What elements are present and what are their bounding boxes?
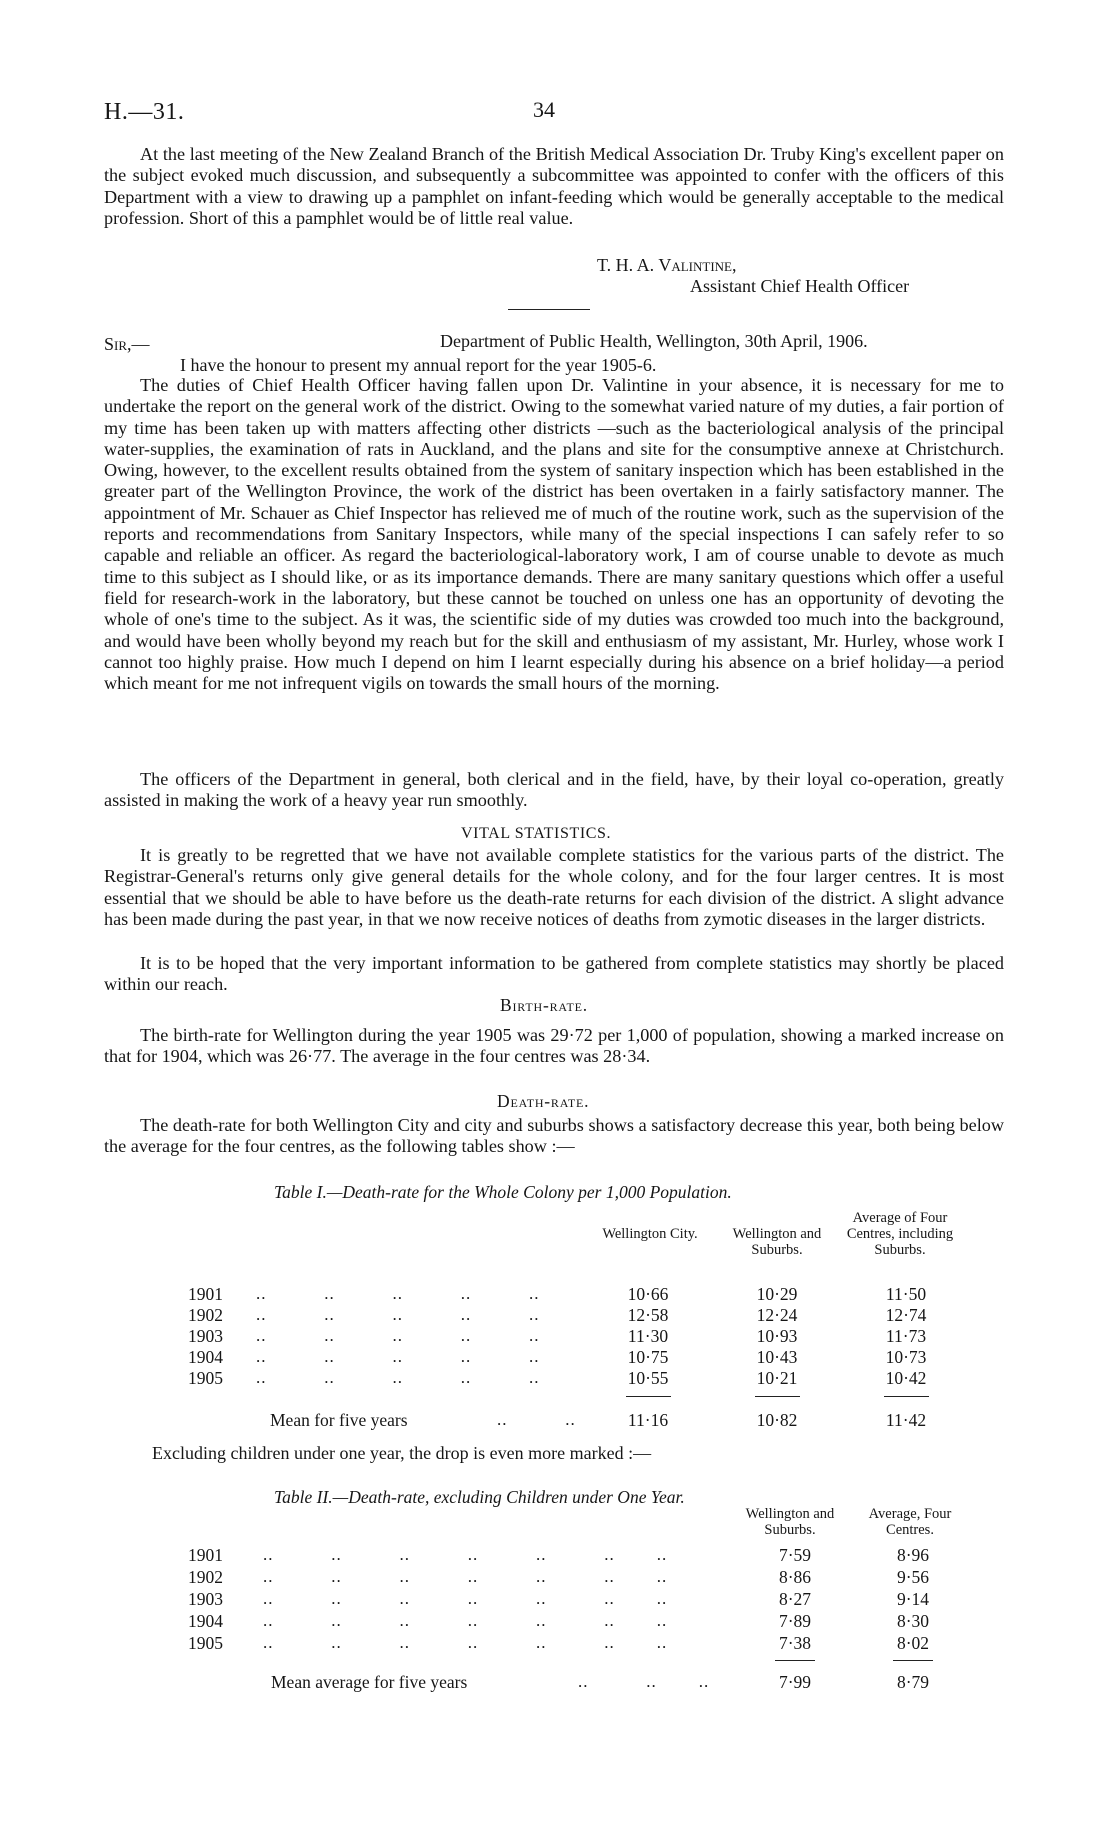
table-row-year: 1904: [188, 1347, 223, 1367]
table-cell: 10·43: [756, 1347, 798, 1367]
section-divider: [508, 309, 590, 310]
between-tables-text: Excluding children under one year, the drop is even more marked :—: [152, 1443, 652, 1463]
table-1-caption: Table I.—Death-rate for the Whole Colony per 1,000 Population.: [274, 1182, 732, 1202]
table-cell: 11·50: [885, 1284, 927, 1304]
officers-paragraph: The officers of the Department in general, both clerical and in the field, have, by their loyal co-operation, greatly assisted in making the work of a heavy year run smoothly.: [104, 769, 1004, 811]
table-1-col-header: Wellington City.: [602, 1226, 698, 1242]
birth-rate-heading: Birth-rate.: [500, 995, 588, 1015]
report-paragraph: The duties of Chief Health Officer having fallen upon Dr. Valintine in your absence, it is necessary for me to undertake the report on the general work of the district. Owing to the somewhat varied nature of my duties, a fair portion of my time has been taken up with matters affecting other districts —such as the bacteriological analysis of the principal water-supplies, the examination of rats in Auckland, and the plans and site for the consumptive annexe at Christchurch. Owing, however, to the excellent results obtained from the system of sanitary inspection which has been established in the greater part of the Wellington Province, the work of the district has been overtaken in a fairly satisfactory manner. The appointment of Mr. Schauer as Chief Inspector has relieved me of much of the routine work, such as the supervision of the reports and recommendations from Sanitary Inspectors, while many of the special inspections I can safely refer to so capable and reliable an officer. As regard the bacteriological-laboratory work, I am of course unable to devote as much time to this subject as I should like, or as its importance demands. There are many sanitary questions which offer a useful field for research-work in the laboratory, but these cannot be touched on unless one has an opportunity of devoting the whole of one's time to the subject. As it was, the scientific side of my duties was crowded too much into the background, and would have been wholly beyond my reach but for the skill and enthusiasm of my assistant, Mr. Hurley, whose work I cannot too highly praise. How much I depend on him I learnt especially during his absence on a brief holiday—a period which meant for me not infrequent vigils on towards the small hours of the morning.: [104, 375, 1004, 694]
table-cell: 8·30: [896, 1611, 930, 1631]
table-cell: 8·96: [896, 1545, 930, 1565]
signature-name: T. H. A. Valintine,: [597, 255, 737, 275]
signature-title: Assistant Chief Health Officer: [690, 276, 910, 296]
table-cell: 10·55: [627, 1368, 669, 1388]
intro-paragraph: At the last meeting of the New Zealand Branch of the British Medical Association Dr. Truby King's excellent paper on the subject evoked much discussion, and subsequently a subcommittee was appointed to confer with the officers of this Department with a view to drawing up a pamphlet on infant-feeding which would be generally acceptable to the medical profession. Short of this a pamphlet would be of little real value.: [104, 144, 1004, 228]
table-cell: 10·82: [756, 1410, 798, 1430]
table-cell: 7·99: [778, 1672, 812, 1692]
table-cell: 8·86: [778, 1567, 812, 1587]
sum-rule: [893, 1660, 933, 1661]
table-cell: 9·56: [896, 1567, 930, 1587]
dateline: Department of Public Health, Wellington, 30th April, 1906.: [440, 331, 868, 351]
table-cell: 10·42: [885, 1368, 927, 1388]
mean-label: Mean for five years: [270, 1410, 408, 1430]
sum-rule: [884, 1396, 929, 1397]
table-1-col-header: Average of Four Centres, including Suburbs.: [846, 1210, 954, 1258]
table-1-col-header: Wellington and Suburbs.: [732, 1226, 822, 1258]
table-row-year: 1903: [188, 1326, 223, 1346]
table-cell: 7·89: [778, 1611, 812, 1631]
table-row-year: 1901: [188, 1545, 223, 1565]
table-row-year: 1904: [188, 1611, 223, 1631]
table-cell: 10·21: [756, 1368, 798, 1388]
table-cell: 12·58: [627, 1305, 669, 1325]
table-2-col-header: Average, Four Centres.: [868, 1506, 952, 1538]
table-cell: 11·16: [627, 1410, 669, 1430]
sum-rule: [775, 1660, 815, 1661]
table-cell: 10·75: [627, 1347, 669, 1367]
table-cell: 10·73: [885, 1347, 927, 1367]
table-cell: 10·66: [627, 1284, 669, 1304]
table-cell: 12·24: [756, 1305, 798, 1325]
table-2-col-header: Wellington and Suburbs.: [745, 1506, 835, 1538]
table-row-year: 1902: [188, 1567, 223, 1587]
vital-statistics-paragraph-2: It is to be hoped that the very important information to be gathered from complete statistics may shortly be placed within our reach.: [104, 953, 1004, 995]
opening-line: I have the honour to present my annual report for the year 1905-6.: [180, 355, 657, 375]
vital-statistics-heading: VITAL STATISTICS.: [461, 825, 612, 842]
table-row-year: 1901: [188, 1284, 223, 1304]
table-cell: 9·14: [896, 1589, 930, 1609]
sum-rule: [626, 1396, 671, 1397]
table-cell: 11·42: [885, 1410, 927, 1430]
table-cell: 11·73: [885, 1326, 927, 1346]
death-rate-heading: Death-rate.: [497, 1091, 590, 1111]
document-reference: H.—31.: [104, 99, 185, 125]
table-cell: 10·93: [756, 1326, 798, 1346]
table-2-caption: Table II.—Death-rate, excluding Children under One Year.: [274, 1487, 685, 1507]
death-rate-paragraph: The death-rate for both Wellington City and city and suburbs shows a satisfactory decrease this year, both being below the average for the four centres, as the following tables show :—: [104, 1115, 1004, 1157]
table-cell: 11·30: [627, 1326, 669, 1346]
table-cell: 8·27: [778, 1589, 812, 1609]
salutation: Sir,—: [104, 334, 150, 354]
sum-rule: [755, 1396, 800, 1397]
table-cell: 7·38: [778, 1633, 812, 1653]
table-cell: 8·79: [896, 1672, 930, 1692]
table-row-year: 1905: [188, 1368, 223, 1388]
table-cell: 12·74: [885, 1305, 927, 1325]
birth-rate-paragraph: The birth-rate for Wellington during the year 1905 was 29·72 per 1,000 of population, showing a marked increase on that for 1904, which was 26·77. The average in the four centres was 28·34.: [104, 1025, 1004, 1067]
table-row-year: 1902: [188, 1305, 223, 1325]
table-row-year: 1903: [188, 1589, 223, 1609]
vital-statistics-paragraph: It is greatly to be regretted that we have not available complete statistics for the various parts of the district. The Registrar-General's returns only give general details for the whole colony, and for the four larger centres. It is most essential that we should be able to have before us the death-rate returns for each division of the district. A slight advance has been made during the past year, in that we now receive notices of deaths from zymotic diseases in the larger districts.: [104, 845, 1004, 929]
mean-label: Mean average for five years: [271, 1672, 468, 1692]
table-cell: 8·02: [896, 1633, 930, 1653]
table-cell: 10·29: [756, 1284, 798, 1304]
page-number: 34: [533, 97, 555, 122]
table-cell: 7·59: [778, 1545, 812, 1565]
document-page: H.—31. 34 At the last meeting of the New Zealand Branch of the British Medical Association Dr. Truby King's excellent paper on the subject evoked much discussion, and subsequently a subcommittee was appointed to confer with the officers of this Department with a view to drawing up a pamphlet on infant-feeding which would be generally acceptable to the medical profession. Short of this a pamphlet would be of little real value. T. H. A. Valintine, Assistant Chief Health Officer Sir,— Department of Public Health, Wellington, 30th April, 1906. I have the honour to present my annual report for the year 1905-6. The duties of Chief Health Officer having fallen upon Dr. Valintine in your absence, it is necessary for me to undertake the report on the general work of the district. Owing to the somewhat varied nature of my duties, a fair portion of my time has been taken up with matters affecting other districts —such as the bacteriological analysis of the principal water-supplies, the examination of rats in Auckland, and the plans and site for the consumptive annexe at Christchurch. Owing, however, to the excellent results obtained from the system of sanitary inspection which has been established in the greater part of the Wellington Province, the work of the district has been overtaken in a fairly satisfactory manner. The appointment of Mr. Schauer as Chief Inspector has relieved me of much of the routine work, such as the supervision of the reports and recommendations from Sanitary Inspectors, while many of the special inspections I can safely refer to so capable and reliable an officer. As regard the bacteriological-laboratory work, I am of course unable to devote as much time to this subject as I should like, or as its importance demands. There are many sanitary questions which offer a useful field for research-work in the laboratory, but these cannot be touched on unless one has an opportunity of devoting the whole of one's time to the subject. As it was, the scientific side of my duties was crowded too much into the background, and would have been wholly beyond my reach but for the skill and enthusiasm of my assistant, Mr. Hurley, whose work I cannot too highly praise. How much I depend on him I learnt especially during his absence on a brief holiday—a period which meant for me not infrequent vigils on towards the small hours of the morning. The officers of the Department in general, both clerical and in the field, have, by their loyal co-operation, greatly assisted in making the work of a heavy year run smoothly. VITAL STATISTICS. It is greatly to be regretted that we have not available complete statistics for the various parts of the district. The Registrar-General's returns only give general details for the whole colony, and for the four larger centres. It is most essential that we should be able to have before us the death-rate returns for each division of the district. A slight advance has been made during the past year, in that we now receive notices of deaths from zymotic diseases in the larger districts. It is to be hoped that the very important information to be gathered from complete statistics may shortly be placed within our reach. Birth-rate. The birth-rate for Wellington during the year 1905 was 29·72 per 1,000 of population, showing a marked increase on that for 1904, which was 26·77. The average in the four centres was 28·34. Death-rate. The death-rate for both Wellington City and city and suburbs shows a satisfactory decrease this year, both being below the average for the four centres, as the following tables show :— Table I.—Death-rate for the Whole Colony per 1,000 Population. Wellington City. Wellington and Suburbs. Average of Four Centres, including Suburbs. 1901 .. .. .. .. .. 10·66 10·29 11·50 1902 .. .. .. .. .. 12·58 12·24 12·74 1903 .. .. .. .. .. 11·30 10·93 11·73 1904 .. .. .. .. .. 10·75 10·43 10·73 1905 .. .. .. .. .. 10·55 10·21 10·42 Mean for five years .. .. 11·16 10·82 11·42 Excluding children under one year, the drop is even more marked :— Table II.—Death-rate, excluding Children under One Year. Wellington and Suburbs. Average, Four Centres. 1901 .. .. .. .. .. .. .. 7·59 8·96 1902 .. .. .. .. .. .. .. 8·86 9·56 1903 .. .. .. .. .. .. .. 8·27 9·14 1904 .. .. .. .. .. .. .. 7·89 8·30 1905 .. .. .. .. .. .. .. 7·38 8·02 Mean average for five years .. .. .. 7·99 8·79: [104, 97, 1004, 1692]
table-row-year: 1905: [188, 1633, 223, 1653]
